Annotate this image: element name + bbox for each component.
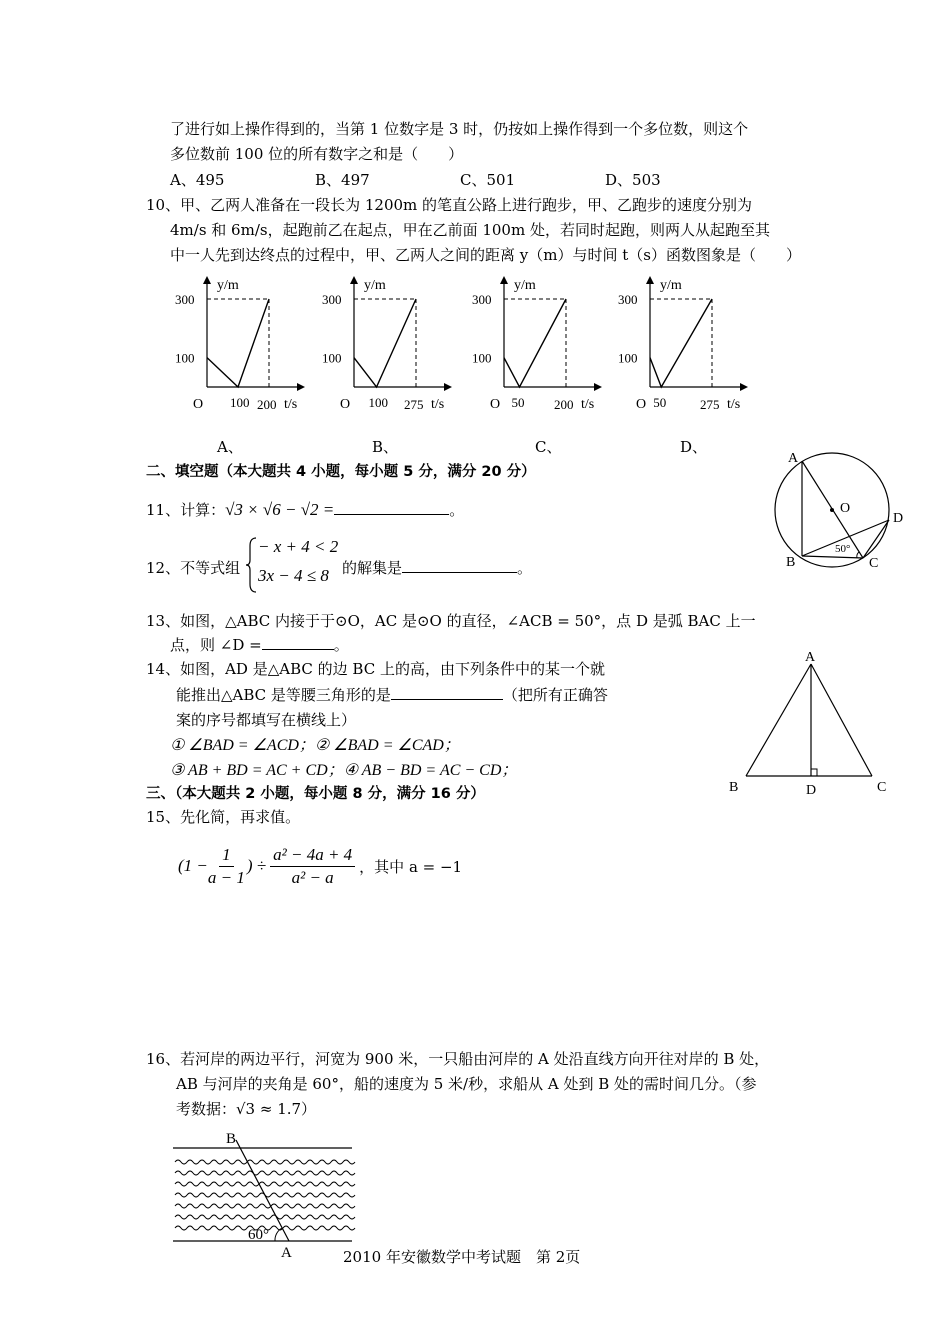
- origin-label: O: [340, 397, 351, 412]
- label-o: O: [840, 501, 851, 516]
- page-footer: 2010 年安徽数学中考试题 第 2页: [343, 1248, 581, 1266]
- q11-end: 。: [449, 501, 465, 519]
- q12-prefix: 12、不等式组: [146, 559, 241, 577]
- q15-line1: 15、先化简，再求值。: [146, 808, 301, 826]
- x-tick-last: 200: [257, 397, 277, 412]
- q13-line1: 13、如图，△ABC 内接于于⊙O，AC 是⊙O 的直径，∠ACB = 50°，点 D 是弧 BAC 上一: [146, 612, 756, 630]
- y-tick-300: 300: [618, 292, 638, 307]
- q16-line3: 考数据：√3 ≈ 1.7）: [176, 1100, 317, 1118]
- q11-answer-blank[interactable]: [334, 514, 449, 515]
- q15-lead: (1 −: [178, 856, 208, 875]
- q12-suffix-line: [342, 557, 532, 578]
- right-angle-mark: [811, 769, 817, 776]
- triangle-figure: [725, 645, 895, 800]
- section2-heading: 二、填空题（本大题共 4 小题，每小题 5 分，满分 20 分）: [146, 464, 536, 480]
- q14-line2: [176, 684, 608, 705]
- q9-option-c: C、501: [460, 171, 516, 189]
- x-axis-arrow: [444, 383, 452, 391]
- q12-answer-blank[interactable]: [402, 572, 517, 573]
- river-figure: [170, 1128, 360, 1260]
- label-angle: 50°: [835, 543, 851, 555]
- y-tick-300: 300: [472, 292, 492, 307]
- wave-line: [175, 1204, 355, 1208]
- label-b: B: [729, 780, 739, 795]
- label-d: D: [893, 511, 904, 526]
- graph-b: [322, 272, 457, 417]
- q14-line2-a: 能推出△ABC 是等腰三角形的是: [176, 686, 391, 704]
- q13-line2-a: 点，则 ∠D =: [170, 636, 262, 654]
- q14-line2-b: （把所有正确答: [502, 686, 608, 704]
- y-tick-100: 100: [472, 350, 492, 366]
- y-tick-100: 100: [618, 350, 638, 366]
- x-axis-arrow: [594, 383, 602, 391]
- x-tick-last: 275: [700, 397, 720, 412]
- q11-expr: √3 × √6 − √2 =: [225, 500, 335, 519]
- q13-answer-blank[interactable]: [262, 649, 334, 650]
- function-line: [504, 299, 566, 387]
- q12-brace: [246, 536, 258, 594]
- label-a: A: [281, 1245, 292, 1261]
- side-ac: [811, 664, 872, 776]
- graph-b-label: B、: [372, 438, 399, 456]
- x-axis-label: t/s: [727, 397, 741, 412]
- q10-line2: 4m/s 和 6m/s，起跑前乙在起点，甲在乙前面 100m 处，若同时起跑，则两人从起跑至其: [170, 221, 770, 239]
- y-tick-300: 300: [322, 292, 342, 307]
- q13-line2-b: 。: [333, 636, 349, 654]
- x-axis-arrow: [740, 383, 748, 391]
- q14-line3: 案的序号都填写在横线上）: [176, 711, 357, 729]
- q9-option-d: D、503: [605, 171, 661, 189]
- y-tick-100: 100: [322, 350, 342, 366]
- q9-line2: 多位数前 100 位的所有数字之和是（ ）: [170, 145, 464, 163]
- angle-arc: [857, 552, 859, 558]
- q15-expression: [178, 842, 462, 890]
- label-a: A: [805, 650, 816, 665]
- x-axis-label: t/s: [431, 397, 445, 412]
- q10-line3: 中一人先到达终点的过程中，甲、乙两人之间的距离 y（m）与时间 t（s）函数图象是（ ）: [170, 246, 801, 264]
- x-tick-first: 100: [368, 395, 389, 410]
- q12-row1: − x + 4 < 2: [258, 537, 339, 556]
- y-axis-arrow: [203, 276, 211, 284]
- x-tick-first: 100: [230, 395, 250, 410]
- q9-option-b: B、497: [315, 171, 370, 189]
- y-axis-label: y/m: [364, 278, 386, 293]
- origin-label: O: [490, 397, 501, 412]
- q15-f1-num: 1: [219, 844, 234, 867]
- q9-option-a: A、495: [170, 171, 225, 189]
- graph-c: [472, 272, 607, 417]
- segment-bc: [802, 556, 863, 558]
- function-line: [207, 299, 269, 387]
- label-a: A: [788, 451, 799, 466]
- function-line: [650, 299, 712, 387]
- q13-line2: [170, 634, 349, 655]
- wave-line: [175, 1171, 355, 1175]
- q14-line1: 14、如图，AD 是△ABC 的边 BC 上的高，由下列条件中的某一个就: [146, 660, 605, 678]
- graph-d-label: D、: [680, 438, 708, 456]
- q15-fraction-2: [270, 844, 355, 889]
- q14-answer-blank[interactable]: [391, 699, 503, 700]
- label-c: C: [877, 780, 887, 795]
- x-tick-first: 50: [511, 395, 525, 410]
- x-axis-label: t/s: [284, 397, 298, 412]
- side-ab: [746, 664, 811, 776]
- y-axis-label: y/m: [514, 278, 536, 293]
- function-line: [354, 299, 416, 387]
- section3-heading: 三、（本大题共 2 小题，每小题 8 分，满分 16 分）: [146, 786, 485, 802]
- label-d: D: [806, 783, 817, 798]
- graph-d: [618, 272, 753, 417]
- q12-suffix: 的解集是: [342, 559, 403, 577]
- y-axis-label: y/m: [217, 278, 239, 293]
- q15-f2-num: a² − 4a + 4: [270, 844, 355, 867]
- origin-label: O: [193, 397, 204, 412]
- q11: [146, 499, 464, 520]
- q14-line5: ③ AB + BD = AC + CD；④ AB − BD = AC − CD；: [170, 762, 518, 779]
- q10-line1: 10、甲、乙两人准备在一段长为 1200m 的笔直公路上进行跑步，甲、乙跑步的速度分别为: [146, 196, 753, 214]
- y-tick-100: 100: [175, 350, 195, 366]
- wave-line: [175, 1160, 355, 1164]
- q11-prefix: 11、计算：: [146, 501, 226, 519]
- q16-line2: AB 与河岸的夹角是 60°，船的速度为 5 米/秒，求船从 A 处到 B 处的需时间几分。（参: [176, 1075, 757, 1093]
- graph-a-label: A、: [217, 438, 243, 456]
- graph-c-label: C、: [535, 438, 562, 456]
- origin-label: O: [636, 397, 647, 412]
- q14-line4: ① ∠BAD = ∠ACD；② ∠BAD = ∠CAD；: [170, 737, 460, 754]
- y-axis-label: y/m: [660, 278, 682, 293]
- wave-line: [175, 1182, 355, 1186]
- q12-end: 。: [517, 559, 533, 577]
- label-c: C: [869, 556, 879, 571]
- center-dot: [830, 508, 834, 512]
- y-axis-arrow: [350, 276, 358, 284]
- label-b: B: [226, 1131, 237, 1147]
- q16-line1: 16、若河岸的两边平行，河宽为 900 米，一只船由河岸的 A 处沿直线方向开往对岸的 B 处，: [146, 1050, 770, 1068]
- wave-line: [175, 1215, 355, 1219]
- y-axis-arrow: [500, 276, 508, 284]
- x-axis-label: t/s: [581, 397, 595, 412]
- circle-figure: [765, 448, 915, 573]
- y-axis-arrow: [646, 276, 654, 284]
- x-axis-arrow: [297, 383, 305, 391]
- label-angle: 60°: [248, 1227, 269, 1243]
- q12-row2: 3x − 4 ≤ 8: [258, 566, 329, 585]
- label-b: B: [786, 555, 796, 570]
- q15-fraction-1: [208, 844, 245, 889]
- q15-f2-den: a² − a: [291, 867, 334, 887]
- q15-mid: ) ÷: [246, 856, 267, 875]
- x-tick-first: 50: [653, 395, 667, 410]
- x-tick-last: 275: [404, 397, 424, 412]
- x-tick-last: 200: [554, 397, 574, 412]
- y-tick-300: 300: [175, 292, 195, 307]
- q15-tail: ，其中 a = −1: [359, 857, 463, 876]
- graph-a: [175, 272, 310, 417]
- q15-f1-den: a − 1: [207, 867, 245, 887]
- q9-line1: 了进行如上操作得到的，当第 1 位数字是 3 时，仍按如上操作得到一个多位数，则这个: [170, 120, 749, 138]
